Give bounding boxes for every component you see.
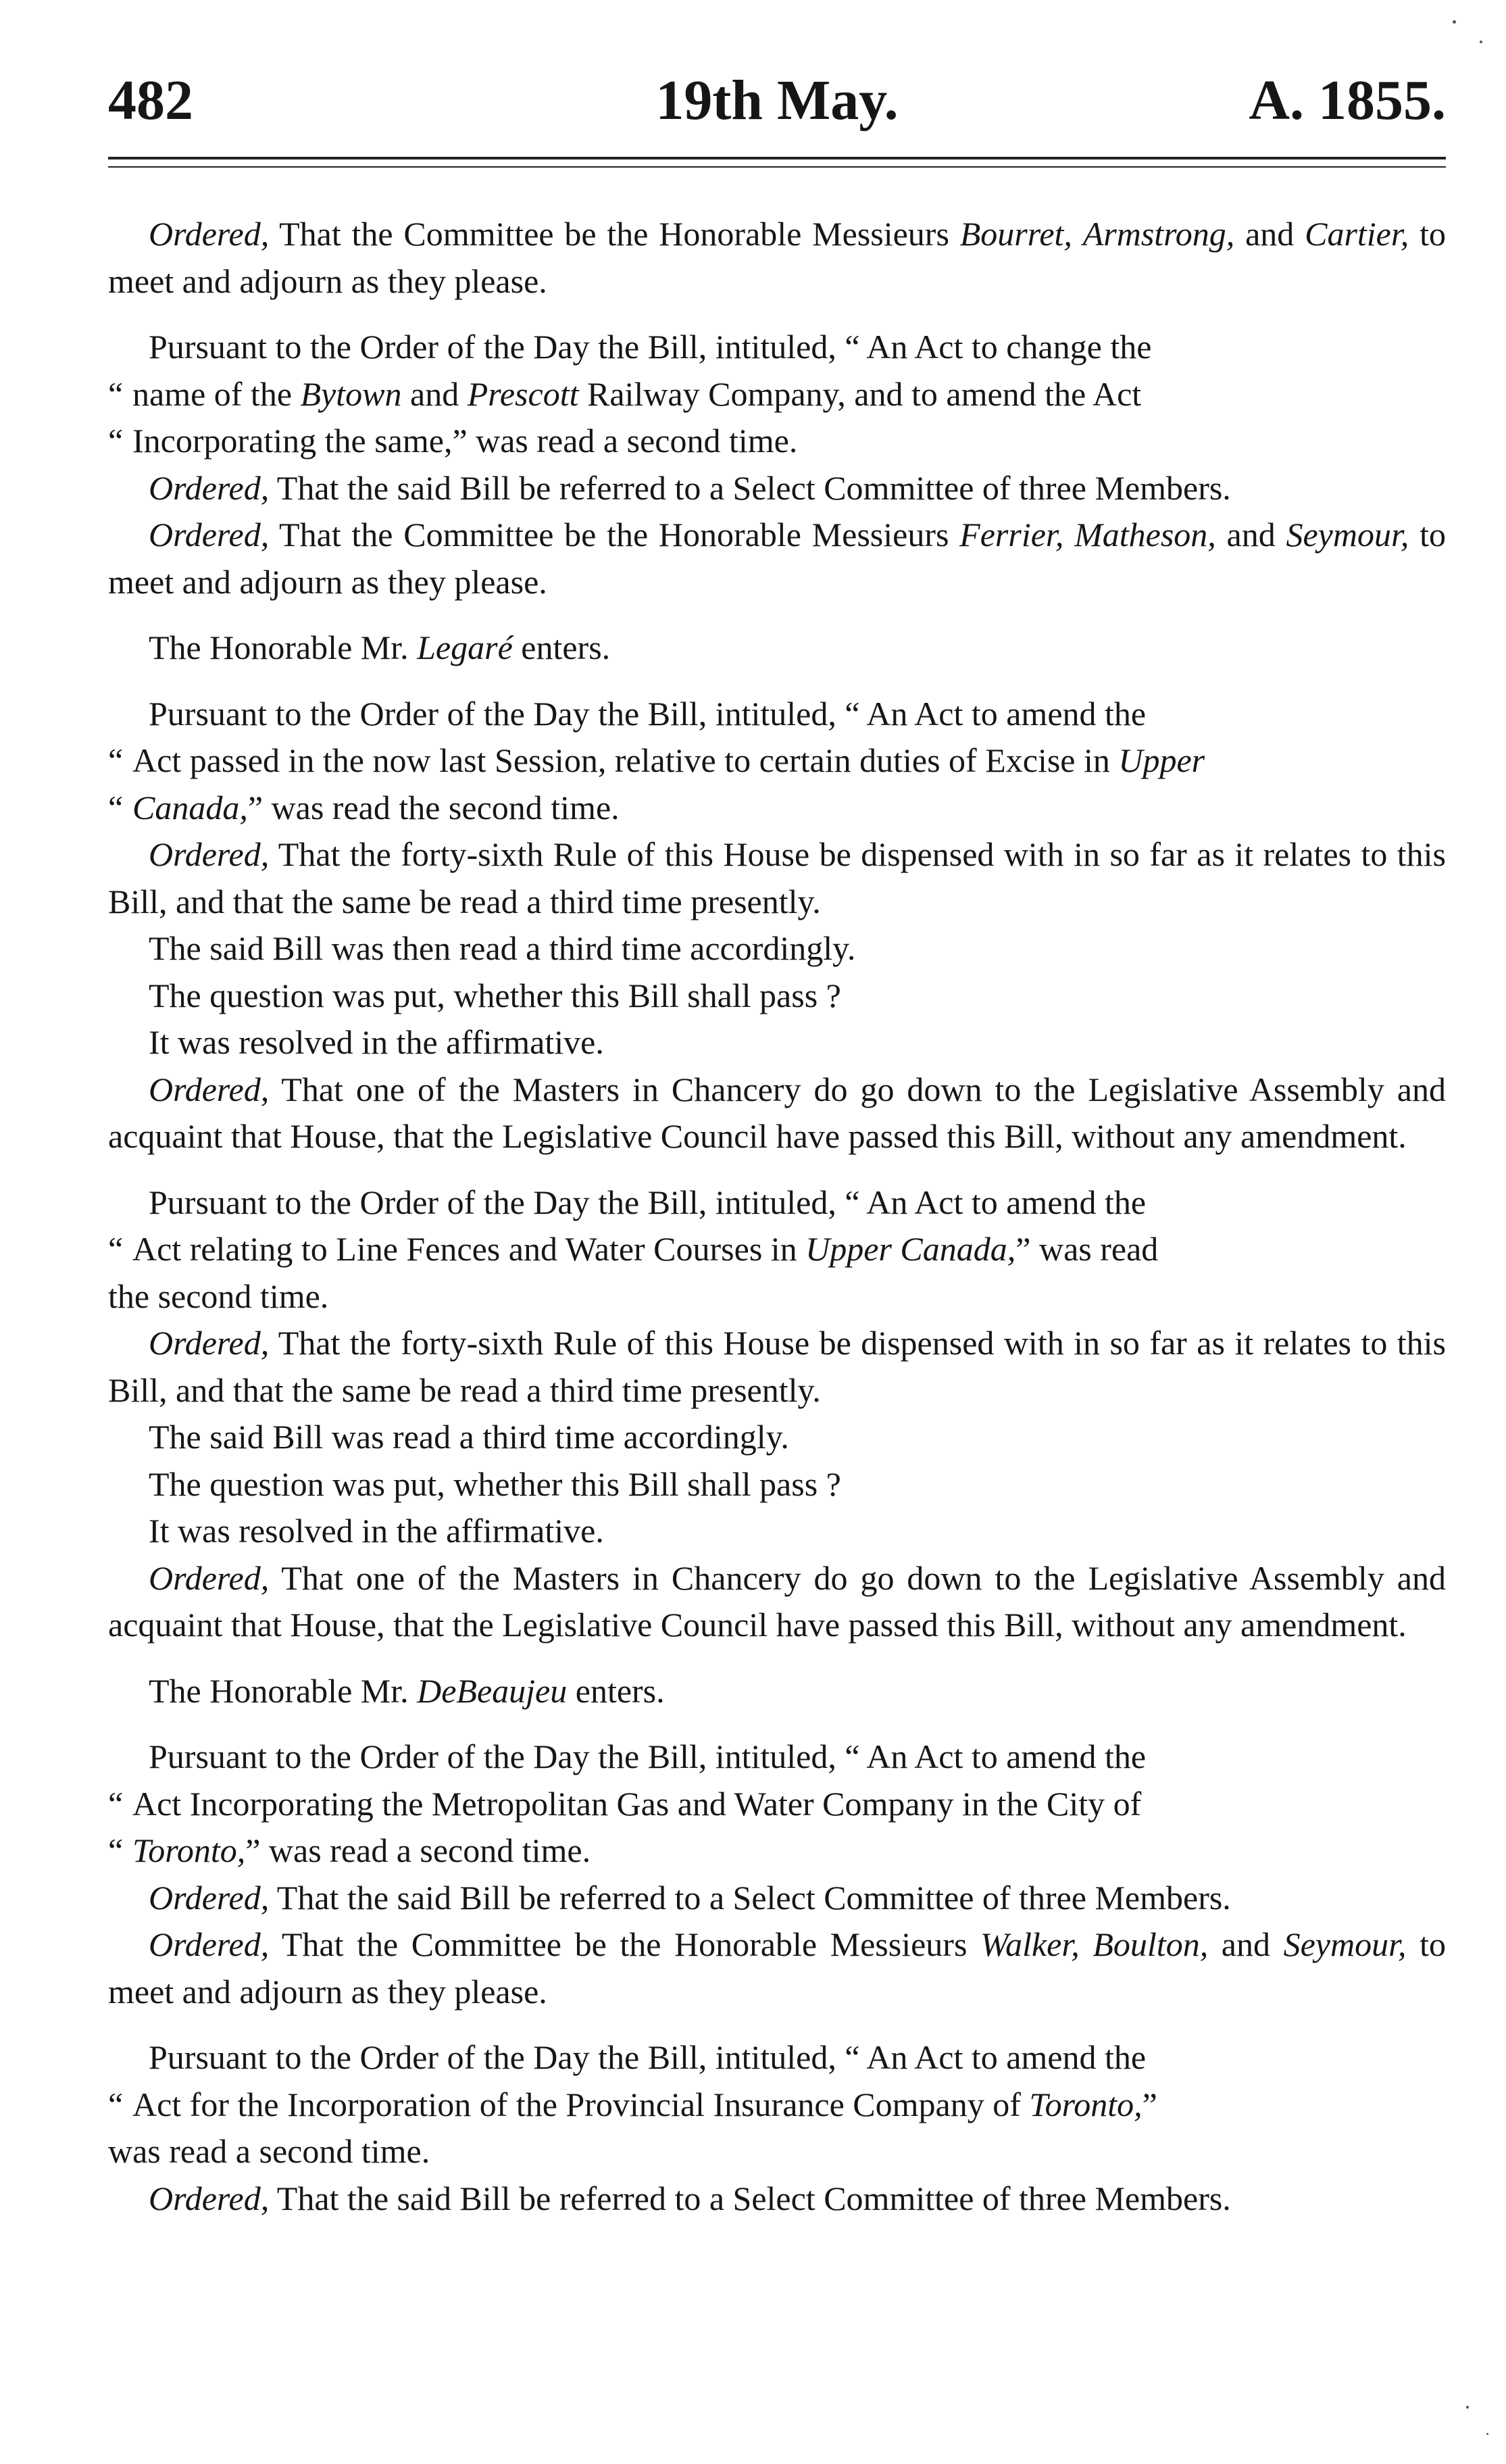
entry-resolved-2: It was resolved in the affirmative.	[149, 1512, 604, 1550]
entry-insurance-bill: Pursuant to the Order of the Day the Bill, intituled, “ An Act to amend the “ Act for the Incorporation of the Provincial Insurance Company of Toronto,” was read a second time.	[108, 2038, 1157, 2170]
entry-select-committee: Ordered, That the said Bill be referred to a Select Committee of three Members.	[149, 468, 1231, 507]
scan-speck	[1480, 41, 1482, 43]
scan-speck	[1486, 2433, 1488, 2435]
entry-legare-enters: The Honorable Mr. Legaré enters.	[149, 629, 611, 666]
entry-question-2: The question was put, whether this Bill shall pass ?	[149, 1464, 841, 1503]
scan-speck	[1466, 2406, 1469, 2409]
entry-rule-dispensed-2: Ordered, That the forty-sixth Rule of this House be dispensed with in so far as it relates to this Bill, and that the same be read a third time presently.	[108, 1324, 1446, 1409]
header-year: A. 1855.	[1249, 69, 1446, 132]
entry-select-committee-3: Ordered, That the said Bill be referred to a Select Committee of three Members.	[149, 2179, 1231, 2217]
header-rule-thick	[108, 157, 1446, 159]
entry-masters-chancery: Ordered, That one of the Masters in Chancery do go down to the Legislative Assembly and acquaint that House, that the Legislative Council have passed this Bill, without any amendment.	[108, 1070, 1446, 1155]
entry-masters-chancery-2: Ordered, That one of the Masters in Chancery do go down to the Legislative Assembly and acquaint that House, that the Legislative Council have passed this Bill, without any amendment.	[108, 1558, 1446, 1644]
entry-debeaujeu-enters: The Honorable Mr. DeBeaujeu enters.	[149, 1671, 665, 1710]
page-header	[108, 68, 1446, 135]
entry-gas-water-bill: Pursuant to the Order of the Day the Bill, intituled, “ An Act to amend the “ Act Incorporating the Metropolitan Gas and Water Company in the City of “ Toronto,” was read a second time.	[108, 1738, 1147, 1869]
header-date: 19th May.	[655, 69, 899, 132]
entry-question: The question was put, whether this Bill shall pass ?	[149, 976, 841, 1014]
page-number: 482	[108, 69, 193, 132]
entry-bytown-bill: Pursuant to the Order of the Day the Bill, intituled, “ An Act to change the “ name of the Bytown and Prescott Railway Company, and to amend the Act “ Incorporating the same,” was read a second time.	[108, 328, 1152, 460]
scan-speck	[1453, 20, 1456, 24]
entry-committee-walker: Ordered, That the Committee be the Honorable Messieurs Walker, Boulton, and Seymour, to meet and adjourn as they please.	[108, 1925, 1446, 2011]
entry-rule-dispensed: Ordered, That the forty-sixth Rule of this House be dispensed with in so far as it relates to this Bill, and that the same be read a third time presently.	[108, 835, 1446, 920]
entry-third-reading-2: The said Bill was read a third time accordingly.	[149, 1418, 789, 1456]
entry-committee-bourret: Ordered, That the Committee be the Honorable Messieurs Bourret, Armstrong, and Cartier, to meet and adjourn as they please.	[108, 215, 1446, 300]
entry-committee-ferrier: Ordered, That the Committee be the Honorable Messieurs Ferrier, Matheson, and Seymour, to meet and adjourn as they please.	[108, 516, 1447, 601]
entry-resolved: It was resolved in the affirmative.	[149, 1023, 604, 1061]
header-rule-thin	[108, 166, 1446, 168]
entry-third-reading: The said Bill was then read a third time accordingly.	[149, 929, 856, 967]
entry-select-committee-2: Ordered, That the said Bill be referred to a Select Committee of three Members.	[149, 1878, 1231, 1917]
entry-excise-bill: Pursuant to the Order of the Day the Bill, intituled, “ An Act to amend the “ Act passed in the now last Session, relative to certain duties of Excise in Upper “ Canada,” was read the second time.	[108, 694, 1205, 827]
entry-line-fences-bill: Pursuant to the Order of the Day the Bill, intituled, “ An Act to amend the “ Act relating to Line Fences and Water Courses in Upper Canada,” was read the second time.	[108, 1183, 1159, 1315]
document-body	[108, 211, 1446, 2222]
